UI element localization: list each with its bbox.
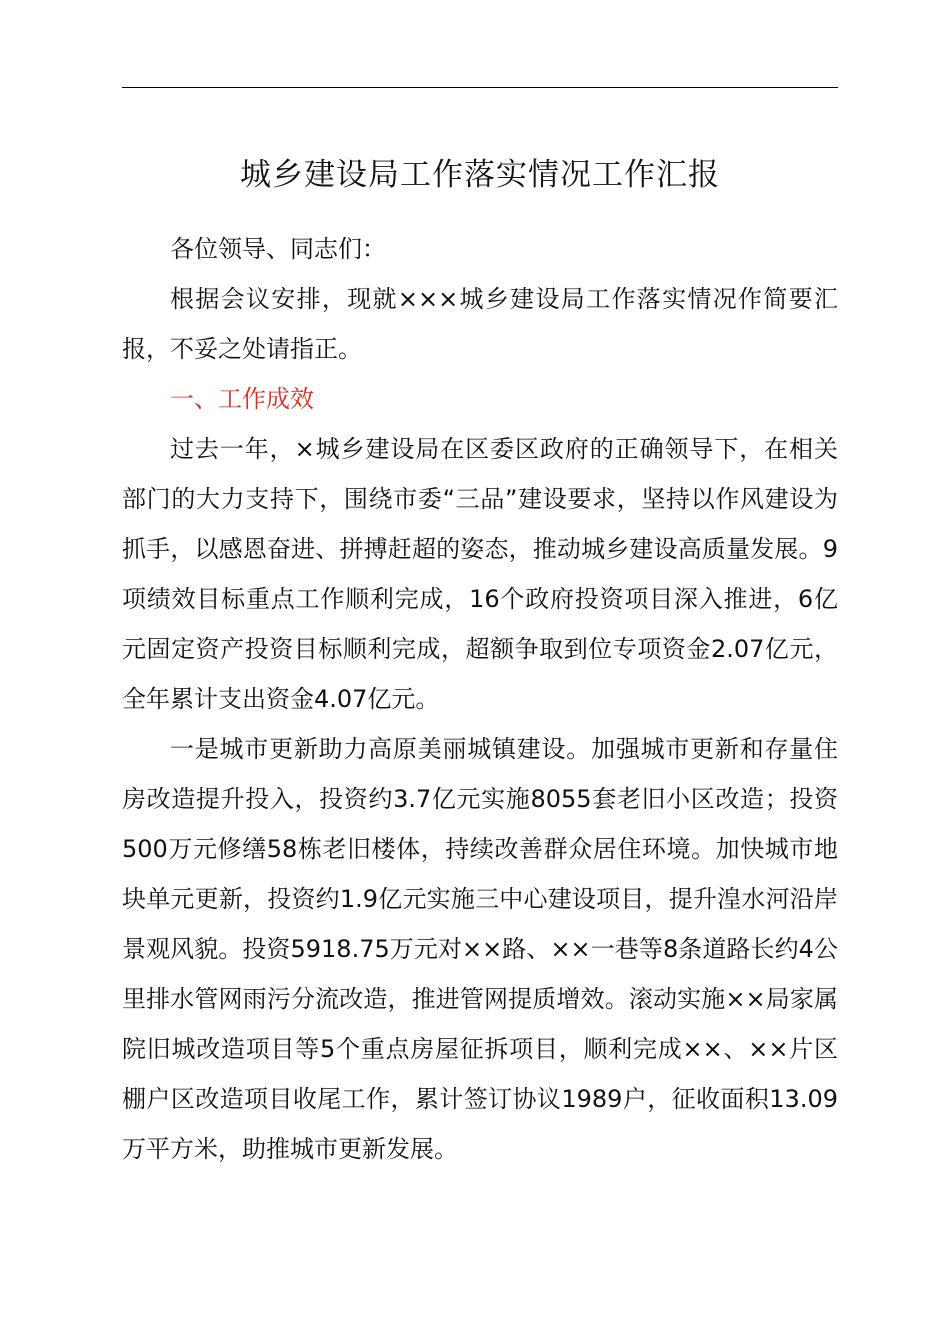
header-rule xyxy=(122,87,838,88)
salutation: 各位领导、同志们： xyxy=(170,235,386,263)
section1-paragraph-2: 一是城市更新助力高原美丽城镇建设。加强城市更新和存量住房改造提升投入，投资约3.7亿元实施8055套老旧小区改造；投资500万元修缮58栋老旧楼体，持续改善群众居住环境。加快城市地块单元更新，投资约1.9亿元实施三中心建设项目，提升湟水河沿岸景观风貌。投资5918.75万元对××路、××一巷等8条道路长约4公里排水管网雨污分流改造，推进管网提质增效。滚动实施××局家属院旧城改造项目等5个重点房屋征拆项目，顺利完成××、××片区棚户区改造项目收尾工作，累计签订协议1989户，征收面积13.09万平方米，助推城市更新发展。 xyxy=(122,735,838,1163)
document-body xyxy=(122,224,838,1174)
intro-paragraph: 根据会议安排，现就×××城乡建设局工作落实情况作简要汇报，不妥之处请指正。 xyxy=(122,285,838,363)
document-title: 城乡建设局工作落实情况工作汇报 xyxy=(240,157,720,193)
section1-paragraph-1: 过去一年，×城乡建设局在区委区政府的正确领导下，在相关部门的大力支持下，围绕市委“三品”建设要求，坚持以作风建设为抓手，以感恩奋进、拼搏赶超的姿态，推动城乡建设高质量发展。9项绩效目标重点工作顺利完成，16个政府投资项目深入推进，6亿元固定资产投资目标顺利完成，超额争取到位专项资金2.07亿元，全年累计支出资金4.07亿元。 xyxy=(122,435,838,713)
section-heading-1: 一、工作成效 xyxy=(170,385,314,413)
